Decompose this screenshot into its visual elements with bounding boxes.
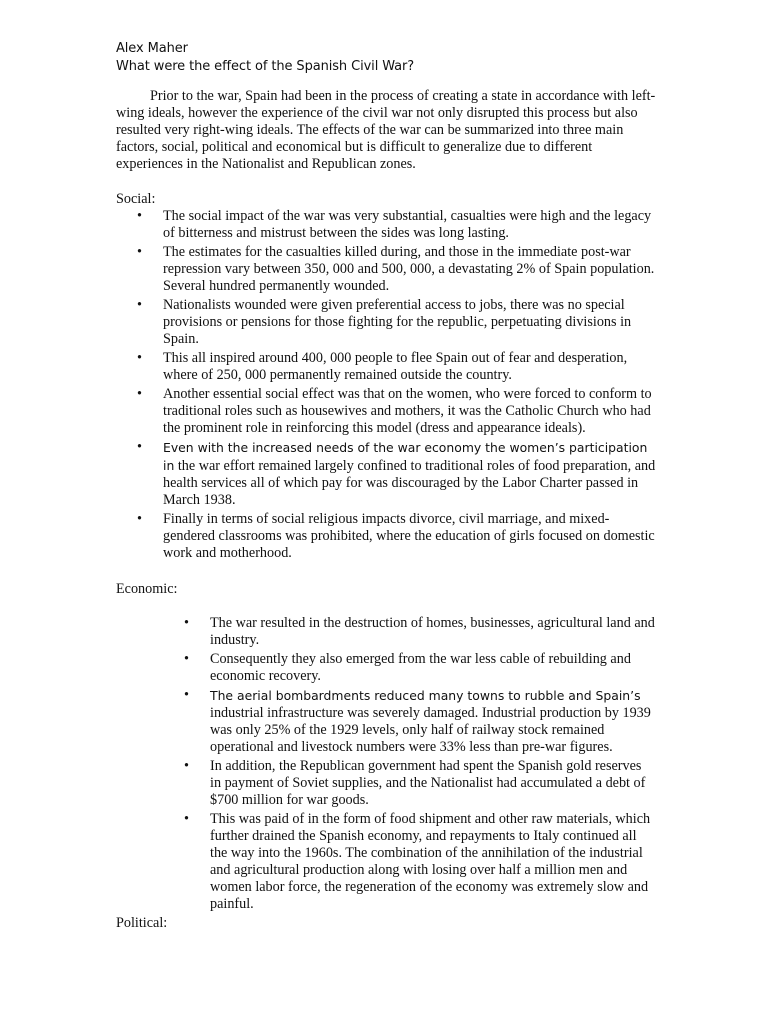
list-item: • The war resulted in the destruction of homes, businesses, agricultural land and industry. <box>116 615 656 649</box>
list-item: • In addition, the Republican government had spent the Spanish gold reserves in payment of Soviet supplies, and the Nationalist had accumulated a debt of $700 million for war goods. <box>116 758 656 809</box>
document-page <box>116 40 656 932</box>
author-name: Alex Maher <box>116 41 188 56</box>
list-item: • Consequently they also emerged from the war less cable of rebuilding and economic recovery. <box>116 651 656 685</box>
list-item-rest: the war effort remained largely confined to traditional roles of food preparation, and health services all of which pay for was discouraged by the Labor Charter passed in March 1938. <box>163 458 656 508</box>
list-item: • The social impact of the war was very substantial, casualties were high and the legacy of bitterness and mistrust between the sides was long lasting. <box>116 208 656 242</box>
list-item <box>116 439 656 509</box>
list-item: • Another essential social effect was that on the women, who were forced to conform to traditional roles such as housewives and mothers, it was the Catholic Church who had the prominent role in reinforcing this model (dress and appearance ideals). <box>116 386 656 437</box>
list-item: • Nationalists wounded were given preferential access to jobs, there was no special provisions or pensions for those fighting for the republic, perpetuating divisions in Spain. <box>116 297 656 348</box>
list-item: • This all inspired around 400, 000 people to flee Spain out of fear and desperation, where of 250, 000 permanently remained outside the country. <box>116 350 656 384</box>
list-item-lead: The aerial bombardments reduced many towns to rubble and Spain’s <box>210 688 641 703</box>
document-title: What were the effect of the Spanish Civil War? <box>116 59 415 74</box>
list-item-lead: Even with the increased needs of the war economy the women’s participation in <box>163 440 648 473</box>
section-label-political: Political: <box>116 915 168 931</box>
list-item <box>116 687 656 756</box>
list-item-rest: industrial infrastructure was severely damaged. Industrial production by 1939 was only 25% of the 1929 levels, only half of railway stock remained operational and livestock numbers were 33% less than pre-war figures. <box>210 705 651 755</box>
list-item: • This was paid of in the form of food shipment and other raw materials, which further drained the Spanish economy, and repayments to Italy continued all the way into the 1960s. The combination of the annihilation of the industrial and agricultural production along with losing over half a million men and women labor force, the regeneration of the economy was extremely slow and painful. <box>116 811 656 913</box>
list-item: • Finally in terms of social religious impacts divorce, civil marriage, and mixed-gendered classrooms was prohibited, where the education of girls focused on domestic work and motherhood. <box>116 511 656 562</box>
economic-bullet-list <box>116 615 656 913</box>
intro-paragraph: Prior to the war, Spain had been in the process of creating a state in accordance with left-wing ideals, however the experience of the civil war not only disrupted this process but also resulted very right-wing ideals. The effects of the war can be summarized into three main factors, social, political and economical but is difficult to generalize due to different experiences in the Nationalist and Republican zones. <box>116 88 656 172</box>
section-label-economic: Economic: <box>116 581 178 597</box>
list-item: • The estimates for the casualties killed during, and those in the immediate post-war repression vary between 350, 000 and 500, 000, a devastating 2% of Spain population. Several hundred permanently wounded. <box>116 244 656 295</box>
section-label-social: Social: <box>116 191 156 207</box>
social-bullet-list <box>116 208 656 562</box>
